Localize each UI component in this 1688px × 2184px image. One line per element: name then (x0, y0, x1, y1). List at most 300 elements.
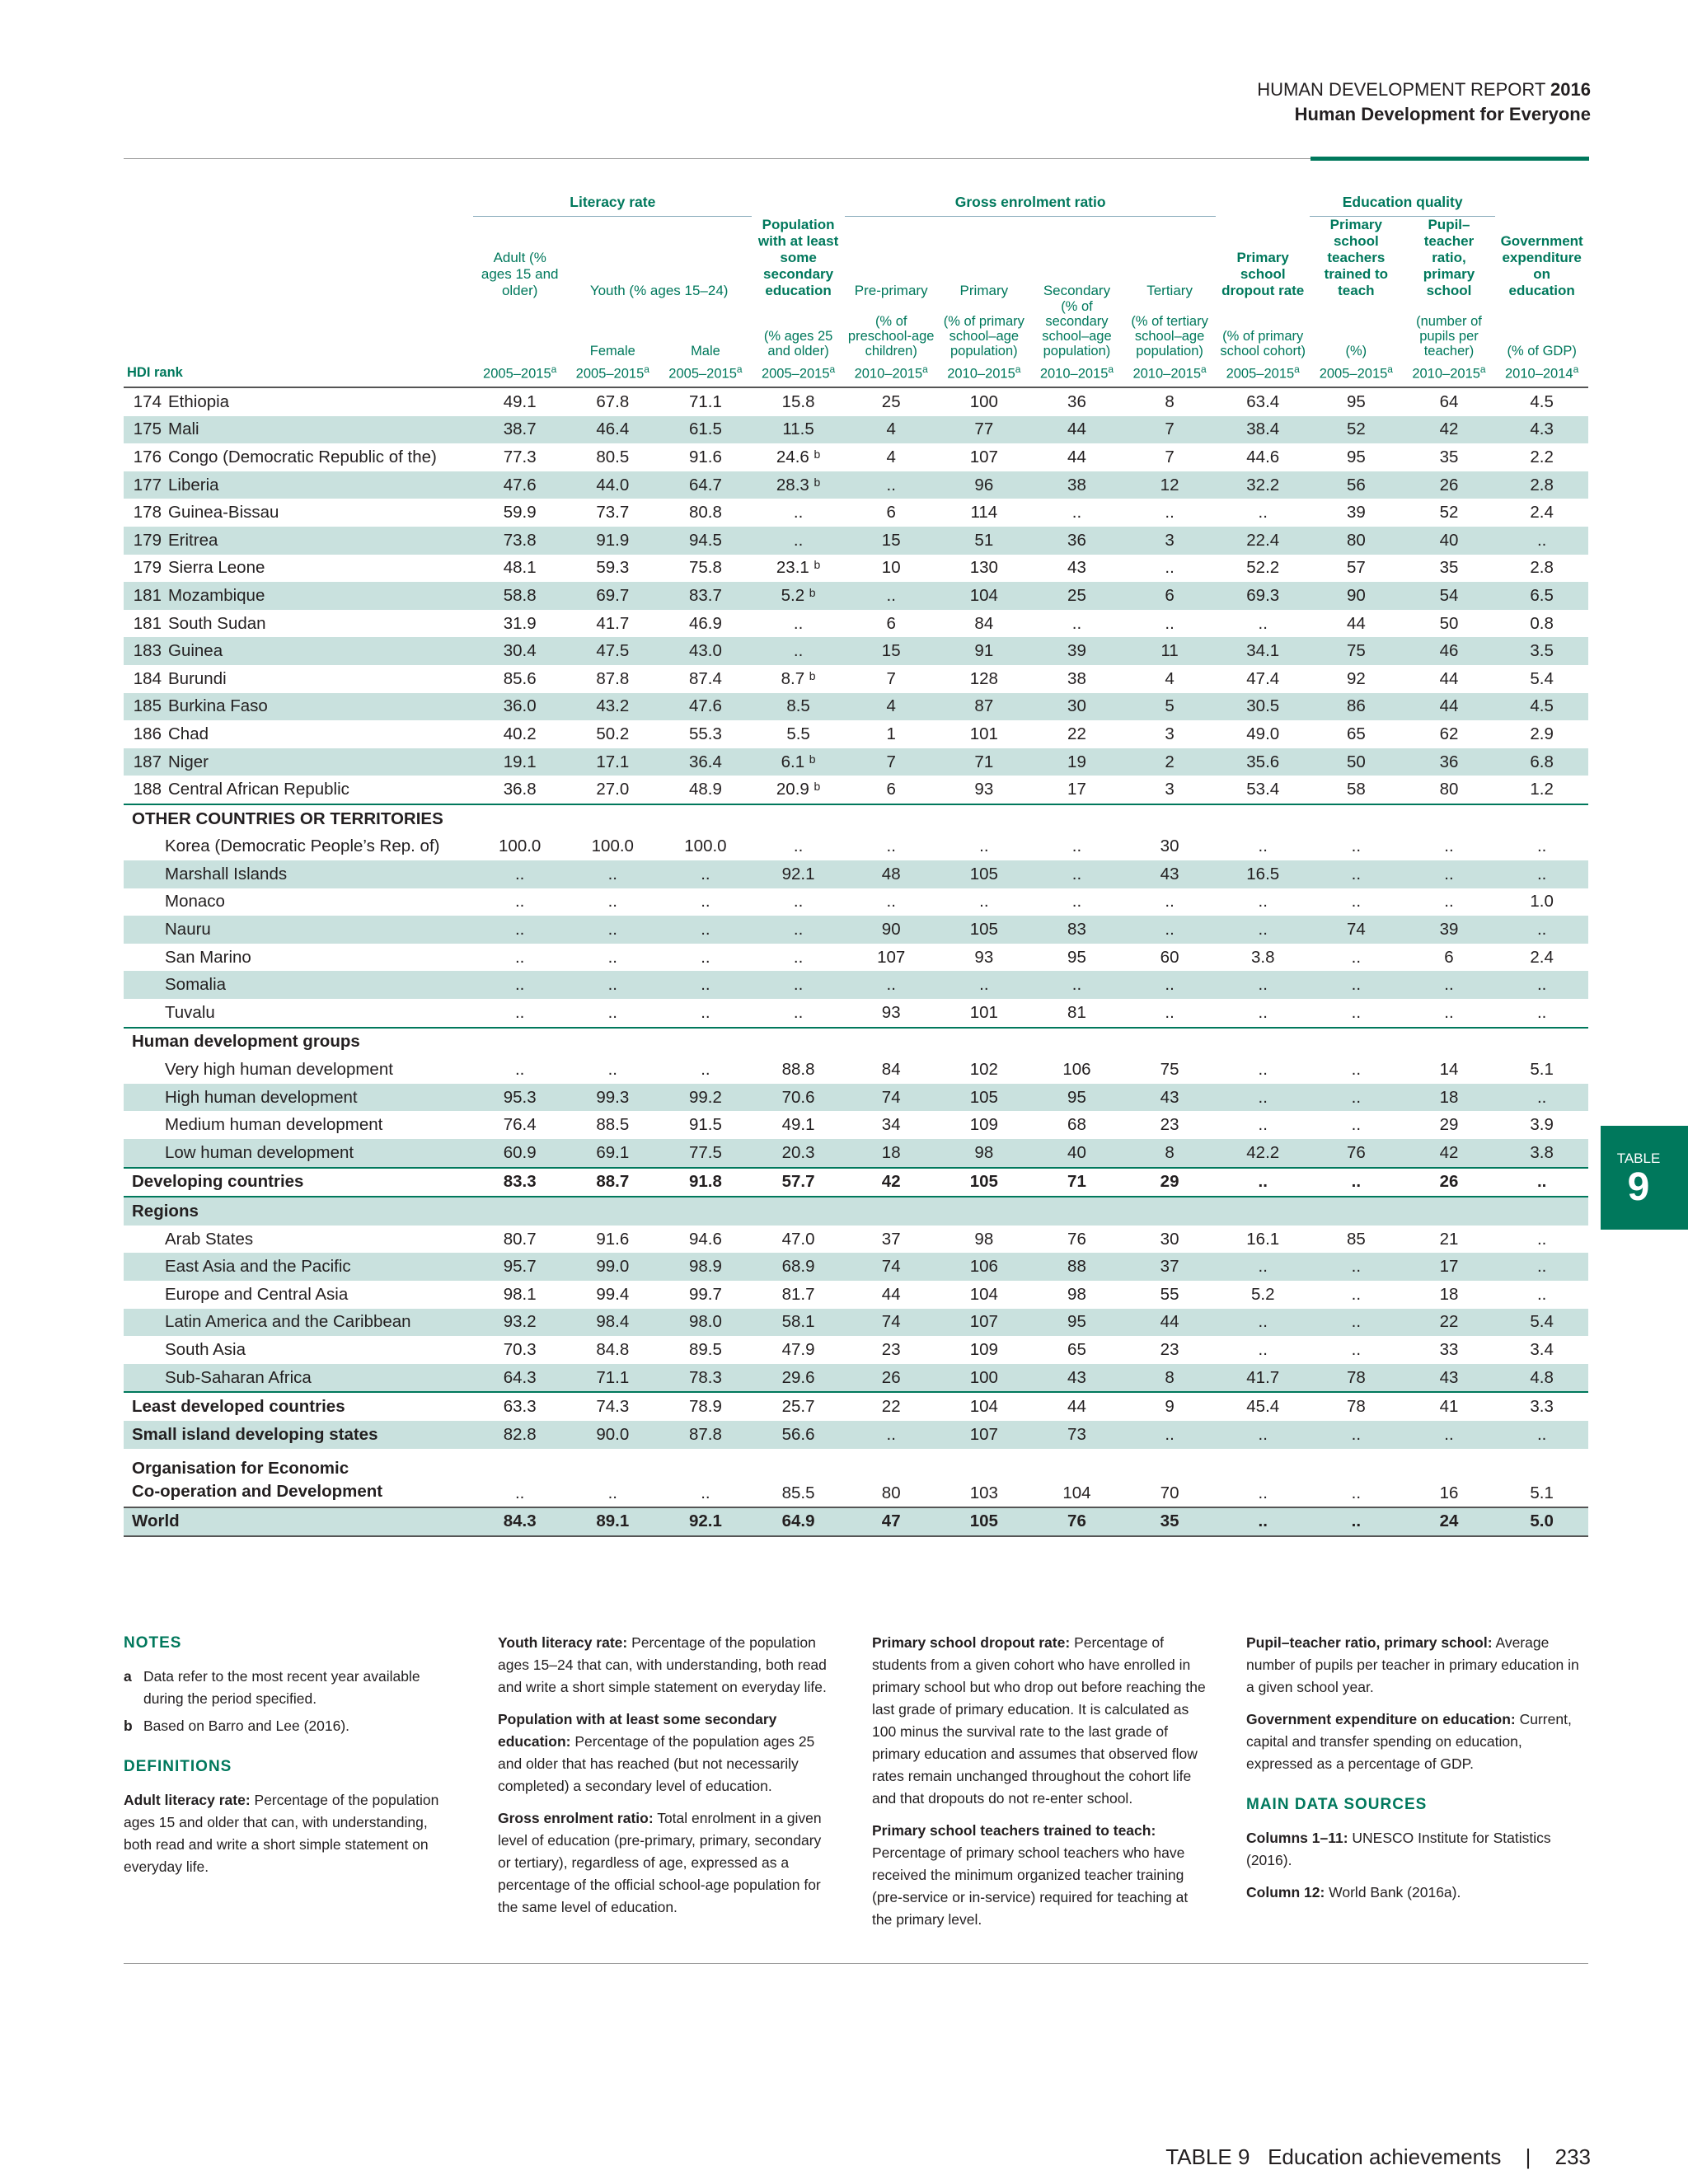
value-cell: 36.0 (473, 693, 566, 721)
value-cell: 62 (1439, 724, 1459, 743)
row-label (124, 610, 473, 638)
value-cell: 109 (969, 1339, 998, 1359)
value-cell: 8.5 (752, 693, 845, 721)
value-cell: .. (514, 947, 525, 967)
value-cell: 107 (969, 447, 998, 466)
value-cell: .. (938, 971, 1031, 999)
definition-adult: Adult literacy rate: Percentage of the population ages 15 and older that can, with understanding, both read and write a short simple statement on everyday life. (124, 1792, 439, 1875)
hdi-rank: 184 (133, 668, 162, 688)
country-row (124, 776, 1588, 804)
value-cell: 29 (1123, 1168, 1217, 1197)
value-cell: 105 (938, 916, 1031, 944)
territory-row (124, 888, 1588, 916)
row-name: Monaco (165, 892, 225, 912)
hdi-rank: 179 (133, 558, 162, 578)
value-cell: 80.8 (688, 503, 722, 523)
row-name: Burkina Faso (168, 696, 268, 716)
value-cell: 69.7 (566, 582, 659, 610)
row-name: Liberia (168, 475, 219, 494)
row-name: Somalia (165, 975, 227, 995)
value-cell: .. (845, 1421, 938, 1449)
value-cell: 2.9 (1530, 724, 1554, 743)
value-cell: .. (1495, 1421, 1588, 1449)
value-cell: 6 (886, 613, 896, 633)
hdi-rank: 177 (133, 475, 162, 494)
value-cell: 88.7 (566, 1168, 659, 1197)
value-cell: .. (1351, 1284, 1362, 1304)
value-cell: 51 (938, 527, 1031, 555)
value-cell: .. (1216, 1084, 1310, 1112)
value-cell: 57 (1346, 558, 1366, 578)
value-cell: 130 (969, 558, 998, 578)
hdi-rank: 174 (133, 391, 162, 411)
value-cell: .. (566, 916, 659, 944)
row-name: South Sudan (168, 613, 266, 633)
value-cell: 114 (970, 503, 998, 523)
value-cell: 71.1 (566, 1364, 659, 1393)
hdi-rank: 176 (133, 447, 162, 466)
year-cell: 2010–2015$^a$ (1403, 359, 1496, 387)
territory-row (124, 944, 1588, 972)
value-cell: 38 (1030, 471, 1123, 499)
value-cell: 19 (1030, 748, 1123, 776)
value-cell: .. (1258, 1060, 1268, 1080)
row-label (124, 804, 473, 833)
value-cell: 46 (1403, 637, 1496, 665)
row-label (124, 1084, 473, 1112)
value-cell: .. (1495, 527, 1588, 555)
unit-male: Male (691, 344, 720, 359)
header-youth: Youth (% ages 15–24) (589, 283, 729, 298)
value-cell: 44 (1067, 447, 1086, 466)
territory-row (124, 916, 1588, 944)
row-name: Guinea-Bissau (168, 503, 279, 523)
value-cell: .. (1495, 860, 1588, 888)
value-cell: 46.9 (688, 613, 722, 633)
section-hd-groups (124, 1028, 1588, 1057)
country-row (124, 693, 1588, 721)
value-cell: 10 (881, 558, 901, 578)
value-cell: 63.4 (1246, 391, 1280, 411)
value-cell: 105 (938, 1168, 1031, 1197)
value-cell: 73.7 (596, 503, 630, 523)
row-name: Tuvalu (165, 1002, 215, 1022)
header-pupil: Pupil–teacher ratio, primary school (1423, 217, 1475, 298)
value-cell: 4 (845, 416, 938, 444)
row-label (124, 1336, 473, 1364)
value-cell: 4.5 (1530, 391, 1554, 411)
value-cell: 3.5 (1495, 637, 1588, 665)
hdi-rank: 178 (133, 503, 162, 523)
value-cell: 100.0 (499, 837, 542, 856)
value-cell: 90.0 (566, 1421, 659, 1449)
value-cell: 44 (1346, 613, 1366, 633)
row-name: Congo (Democratic Republic of the) (168, 447, 437, 466)
value-cell: .. (1071, 892, 1082, 912)
value-cell: .. (1123, 971, 1217, 999)
value-cell: 83.3 (473, 1168, 566, 1197)
unit-trained: (%) (1345, 344, 1367, 359)
value-cell: 14 (1439, 1060, 1459, 1080)
value-cell: .. (607, 1060, 618, 1080)
value-cell: .. (793, 503, 804, 523)
value-cell: 60.9 (473, 1139, 566, 1168)
value-cell: 48.9 (659, 776, 753, 804)
year-cell: 2005–2015$^a$ (659, 359, 753, 387)
value-cell: 64 (1439, 391, 1459, 411)
value-cell: .. (1351, 947, 1362, 967)
value-cell: 103 (969, 1483, 998, 1502)
value-cell: 27.0 (566, 776, 659, 804)
row-name: Mali (168, 419, 199, 439)
value-cell: 91.6 (596, 1229, 630, 1249)
value-cell: 42 (1403, 1139, 1496, 1168)
value-cell: 90 (845, 916, 938, 944)
value-cell: .. (1071, 503, 1082, 523)
value-cell: .. (1216, 971, 1310, 999)
value-cell: .. (1165, 558, 1175, 578)
value-cell: .. (1258, 503, 1268, 523)
row-label (124, 1507, 473, 1537)
value-cell: 70.6 (752, 1084, 845, 1112)
value-cell: .. (607, 892, 618, 912)
value-cell: 70 (1160, 1483, 1179, 1502)
value-cell: 42 (1403, 416, 1496, 444)
region-row (124, 1253, 1588, 1281)
value-cell: 44 (1403, 693, 1496, 721)
value-cell: 78 (1310, 1364, 1403, 1393)
value-cell: 53.4 (1216, 776, 1310, 804)
value-cell: 4.5 (1495, 693, 1588, 721)
value-cell: 50 (1310, 748, 1403, 776)
value-cell: 59.3 (596, 558, 630, 578)
value-cell: .. (1351, 1060, 1362, 1080)
row-name: Guinea (168, 641, 223, 661)
value-cell: 1 (886, 724, 896, 743)
table-tab-label: TABLE (1616, 1151, 1661, 1166)
row-label (124, 582, 473, 610)
value-cell: 35 (1439, 447, 1459, 466)
value-cell: 47 (845, 1507, 938, 1537)
row-name: Very high human development (165, 1060, 393, 1080)
value-cell: 6.8 (1495, 748, 1588, 776)
value-cell: 94.5 (659, 527, 753, 555)
value-cell: 105 (938, 1084, 1031, 1112)
value-cell: 78.3 (659, 1364, 753, 1393)
value-cell: 49.1 (503, 391, 537, 411)
value-cell: 68 (1067, 1115, 1086, 1135)
row-name: High human development (165, 1087, 358, 1107)
value-cell: .. (1403, 860, 1496, 888)
definition-dropout: Primary school dropout rate: Percentage of students from a given cohort who have enrolled in primary school but who drop out before reaching the last grade of primary education. It is calculated as 100 minus the survival rate to the last grade of primary education and assumes that observed flow rates remain unchanged throughout the cohort life and that dropouts do not re-enter school. (872, 1634, 1206, 1807)
value-cell: 43.2 (566, 693, 659, 721)
row-label (124, 1253, 473, 1281)
value-cell: .. (1123, 1421, 1217, 1449)
value-cell: .. (1216, 1168, 1310, 1197)
value-cell: 3 (1123, 527, 1217, 555)
row-label (124, 416, 473, 444)
value-cell: 74 (845, 1253, 938, 1281)
row-name: Sierra Leone (168, 558, 265, 578)
value-cell: 68.9 (752, 1253, 845, 1281)
value-cell: .. (473, 860, 566, 888)
value-cell: .. (607, 947, 618, 967)
value-cell: 74.3 (596, 1397, 630, 1417)
row-name: Ethiopia (168, 391, 230, 411)
row-label (124, 527, 473, 555)
value-cell: 91.9 (566, 527, 659, 555)
value-cell: .. (1495, 1253, 1588, 1281)
value-cell: .. (1351, 837, 1362, 856)
value-cell: .. (473, 971, 566, 999)
value-cell: .. (1258, 1483, 1268, 1502)
value-cell: 88 (1030, 1253, 1123, 1281)
value-cell: 44.0 (566, 471, 659, 499)
value-cell: .. (1216, 1309, 1310, 1337)
value-cell: 21 (1439, 1229, 1459, 1249)
row-label (124, 387, 473, 416)
value-cell: .. (1495, 971, 1588, 999)
year-cell: 2005–2015$^a$ (473, 359, 566, 387)
value-cell: 57.7 (752, 1168, 845, 1197)
value-cell: 109 (969, 1115, 998, 1135)
value-cell: 47.4 (1246, 668, 1280, 688)
value-cell: 5.0 (1495, 1507, 1588, 1537)
value-cell: 43 (1123, 1084, 1217, 1112)
value-cell: 35.6 (1216, 748, 1310, 776)
value-cell: 76.4 (503, 1115, 537, 1135)
row-label (124, 471, 473, 499)
header-tertiary: Tertiary (1146, 283, 1193, 298)
country-row (124, 416, 1588, 444)
value-cell: 44 (1439, 668, 1459, 688)
value-cell: .. (1258, 837, 1268, 856)
row-name: Least developed countries (132, 1397, 345, 1417)
row-name: Marshall Islands (165, 864, 288, 883)
value-cell: .. (752, 527, 845, 555)
value-cell: 98.9 (659, 1253, 753, 1281)
value-cell: 69.1 (566, 1139, 659, 1168)
value-cell: .. (1403, 971, 1496, 999)
value-cell: 32.2 (1216, 471, 1310, 499)
value-cell: 6 (1123, 582, 1217, 610)
value-cell: 2.4 (1530, 947, 1554, 967)
group-literacy: Literacy rate (473, 188, 752, 217)
value-cell: 64.3 (473, 1364, 566, 1393)
value-cell: 80 (881, 1483, 901, 1502)
value-cell: 19.1 (473, 748, 566, 776)
hdi-rank: 186 (133, 724, 162, 743)
value-cell: 41.7 (1216, 1364, 1310, 1393)
value-cell: 86 (1310, 693, 1403, 721)
value-cell: 24 (1403, 1507, 1496, 1537)
row-name: South Asia (165, 1339, 246, 1359)
value-cell: 75.8 (688, 558, 722, 578)
value-cell: 87.4 (688, 668, 722, 688)
value-cell: 11.5 (752, 416, 845, 444)
row-name: Regions (132, 1202, 199, 1221)
value-cell: 44 (1123, 1309, 1217, 1337)
value-cell: .. (701, 1060, 710, 1080)
value-cell: 35 (1123, 1507, 1217, 1537)
row-label (124, 443, 473, 471)
page-footer (1165, 2144, 1591, 2170)
value-cell: .. (979, 892, 989, 912)
value-cell: 54 (1403, 582, 1496, 610)
value-cell: 56 (1310, 471, 1403, 499)
value-cell: 5 (1123, 693, 1217, 721)
value-cell: 45.4 (1246, 1397, 1280, 1417)
row-label (124, 833, 473, 861)
value-cell: 6.1 ᵇ (752, 748, 845, 776)
value-cell: 49.1 (781, 1115, 815, 1135)
value-cell: 8 (1165, 391, 1175, 411)
value-cell: 41 (1439, 1397, 1459, 1417)
value-cell: .. (845, 471, 938, 499)
value-cell: 4 (1165, 668, 1175, 688)
value-cell: .. (1216, 999, 1310, 1028)
value-cell: .. (1310, 1309, 1403, 1337)
row-name: Chad (168, 724, 209, 743)
value-cell: 3.9 (1530, 1115, 1554, 1135)
row-label (124, 1364, 473, 1393)
hdi-rank: 181 (133, 585, 162, 605)
value-cell: 2 (1123, 748, 1217, 776)
value-cell: 23 (881, 1339, 901, 1359)
value-cell: .. (514, 892, 525, 912)
world-row (124, 1507, 1588, 1537)
value-cell: .. (979, 837, 989, 856)
value-cell: 9 (1165, 1397, 1175, 1417)
value-cell: 76 (1310, 1139, 1403, 1168)
value-cell: .. (659, 860, 753, 888)
value-cell: 81.7 (781, 1284, 815, 1304)
value-cell: 39 (1403, 916, 1496, 944)
value-cell: 73.8 (473, 527, 566, 555)
group-row (124, 1084, 1588, 1112)
footer-separator: | (1525, 2144, 1531, 2169)
value-cell: 36 (1403, 748, 1496, 776)
value-cell: 52 (1310, 416, 1403, 444)
value-cell: 3.4 (1530, 1339, 1554, 1359)
value-cell: 95 (1030, 1084, 1123, 1112)
table-body (124, 387, 1588, 1536)
value-cell: .. (1351, 1339, 1362, 1359)
value-cell: 47.9 (781, 1339, 815, 1359)
value-cell: 23.1 ᵇ (776, 558, 821, 578)
value-cell: 23 (1160, 1115, 1179, 1135)
value-cell: .. (1258, 613, 1268, 633)
value-cell: 12 (1123, 471, 1217, 499)
value-cell: 104 (938, 582, 1031, 610)
value-cell: .. (1216, 916, 1310, 944)
hdi-rank: 175 (133, 419, 162, 439)
header-preprimary: Pre-primary (854, 283, 928, 298)
green-accent-bar (1311, 157, 1589, 161)
value-cell: 22 (881, 1397, 901, 1417)
value-cell: 44 (1067, 1397, 1086, 1417)
value-cell: 96 (938, 471, 1031, 499)
value-cell: 105 (938, 1507, 1031, 1537)
row-label (124, 1028, 473, 1057)
value-cell: 83 (1030, 916, 1123, 944)
row-label (124, 1226, 473, 1254)
hdi-rank: 185 (133, 696, 162, 716)
value-cell: 77.3 (503, 447, 537, 466)
value-cell: 3.8 (1250, 947, 1275, 967)
value-cell: 104 (1062, 1483, 1091, 1502)
row-name: Eritrea (168, 530, 218, 550)
definition-youth: Youth literacy rate: Percentage of the population ages 15–24 that can, with understanding, both read and write a short simple statement on everyday life. (498, 1634, 827, 1695)
developing-row (124, 1168, 1588, 1197)
value-cell: 107 (938, 1309, 1031, 1337)
value-cell: 22.4 (1216, 527, 1310, 555)
value-cell: 33 (1439, 1339, 1459, 1359)
group-row (124, 1139, 1588, 1168)
value-cell: 89.1 (566, 1507, 659, 1537)
value-cell: 18 (1403, 1084, 1496, 1112)
hdi-rank: 187 (133, 752, 162, 771)
value-cell: .. (1495, 1168, 1588, 1197)
value-cell: .. (1403, 1421, 1496, 1449)
value-cell: 5.1 (1530, 1060, 1554, 1080)
report-header (1257, 77, 1591, 127)
header-trained: Primary school teachers trained to teach (1324, 217, 1389, 298)
value-cell: 56.6 (752, 1421, 845, 1449)
row-name: Co-operation and Development (132, 1481, 383, 1501)
region-row (124, 1309, 1588, 1337)
value-cell: 30.5 (1216, 693, 1310, 721)
territory-row (124, 833, 1588, 861)
hdi-rank: 183 (133, 641, 162, 661)
value-cell: .. (1165, 892, 1175, 912)
value-cell: 91.6 (688, 447, 722, 466)
value-cell: 85.6 (503, 668, 537, 688)
unit-primary: (% of primary school–age population) (943, 314, 1025, 359)
value-cell: 44 (1030, 416, 1123, 444)
value-cell: 8.7 ᵇ (781, 668, 816, 688)
notes-title: NOTES (124, 1634, 182, 1652)
value-cell: 107 (877, 947, 906, 967)
value-cell: 30.4 (473, 637, 566, 665)
value-cell: 55 (1160, 1284, 1179, 1304)
value-cell: 30 (1030, 693, 1123, 721)
value-cell: 24.6 ᵇ (776, 447, 821, 466)
value-cell: 8 (1123, 1139, 1217, 1168)
value-cell: 77 (938, 416, 1031, 444)
value-cell: 95.3 (473, 1084, 566, 1112)
country-row (124, 387, 1588, 416)
sids-row (124, 1421, 1588, 1449)
hdi-rank: 181 (133, 613, 162, 633)
region-row (124, 1336, 1588, 1364)
row-label (124, 720, 473, 748)
country-row (124, 637, 1588, 665)
value-cell: 73 (1030, 1421, 1123, 1449)
value-cell: 91 (938, 637, 1031, 665)
region-row (124, 1281, 1588, 1309)
value-cell: 42 (845, 1168, 938, 1197)
value-cell: 80.7 (503, 1229, 537, 1249)
value-cell: 29 (1439, 1115, 1459, 1135)
row-label (124, 1168, 473, 1197)
value-cell: .. (845, 582, 938, 610)
value-cell: 84.8 (596, 1339, 630, 1359)
value-cell: 38.4 (1216, 416, 1310, 444)
country-row (124, 471, 1588, 499)
value-cell: 60 (1160, 947, 1179, 967)
value-cell: 38 (1067, 668, 1086, 688)
